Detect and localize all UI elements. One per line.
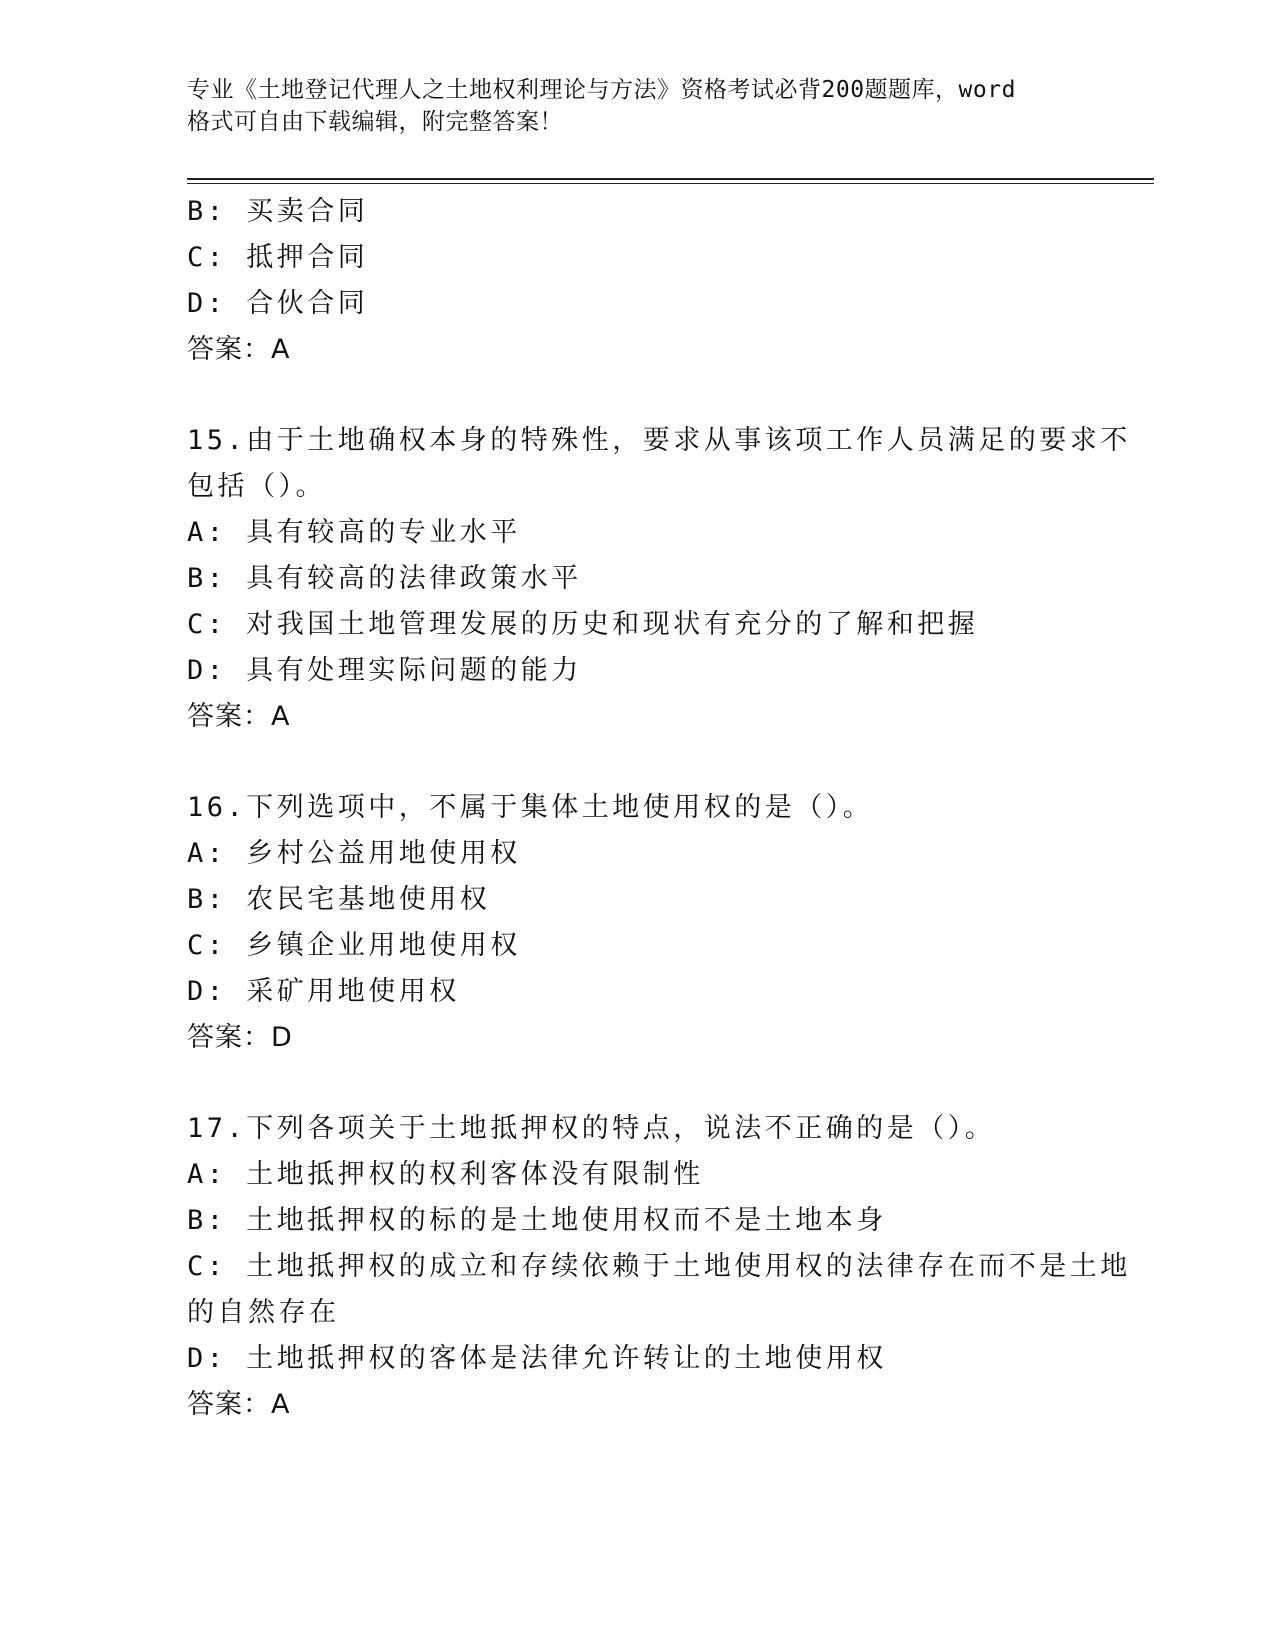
option-d: D: 具有处理实际问题的能力: [187, 655, 582, 686]
option-c: C: 土地抵押权的成立和存续依赖于土地使用权的法律存在而不是土地: [187, 1251, 1131, 1282]
option-c-continued: 的自然存在: [187, 1297, 340, 1328]
option-a: A: 具有较高的专业水平: [187, 517, 521, 548]
question-stem-line: 15.由于土地确权本身的特殊性，要求从事该项工作人员满足的要求不: [187, 425, 1131, 456]
answer-line: 答案：D: [187, 1022, 293, 1053]
option-b: B: 具有较高的法律政策水平: [187, 563, 582, 594]
option-c: C: 抵押合同: [187, 242, 369, 273]
question-17: [187, 1106, 1131, 1428]
option-b: B: 买卖合同: [187, 196, 369, 227]
question-stem-line: 16.下列选项中，不属于集体土地使用权的是（）。: [187, 792, 874, 823]
document-header: [187, 74, 1087, 138]
header-line-1: 专业《土地登记代理人之土地权利理论与方法》资格考试必背200题题库，word: [187, 77, 1016, 103]
option-b: B: 土地抵押权的标的是土地使用权而不是土地本身: [187, 1205, 887, 1236]
answer-line: 答案：A: [187, 334, 291, 365]
question-14-tail: [187, 189, 1087, 373]
option-c: C: 乡镇企业用地使用权: [187, 930, 521, 961]
question-15: [187, 418, 1131, 740]
option-a: A: 土地抵押权的权利客体没有限制性: [187, 1159, 704, 1190]
spacer: [187, 740, 1087, 785]
header-line-2: 格式可自由下载编辑，附完整答案！: [187, 109, 563, 135]
question-16: [187, 785, 1087, 1061]
option-c: C: 对我国土地管理发展的历史和现状有充分的了解和把握: [187, 609, 979, 640]
spacer: [187, 1061, 1087, 1106]
spacer: [187, 373, 1087, 418]
option-b: B: 农民宅基地使用权: [187, 884, 491, 915]
option-d: D: 采矿用地使用权: [187, 976, 460, 1007]
option-a: A: 乡村公益用地使用权: [187, 838, 521, 869]
question-list: [187, 189, 1131, 1428]
question-stem-line: 17.下列各项关于土地抵押权的特点，说法不正确的是（）。: [187, 1113, 996, 1144]
answer-line: 答案：A: [187, 1389, 291, 1420]
header-divider-thin: [187, 183, 1154, 184]
header-divider-thick: [187, 178, 1154, 180]
answer-line: 答案：A: [187, 701, 291, 732]
option-d: D: 土地抵押权的客体是法律允许转让的土地使用权: [187, 1343, 887, 1374]
option-d: D: 合伙合同: [187, 288, 369, 319]
question-stem-line: 包括（）。: [187, 471, 326, 502]
